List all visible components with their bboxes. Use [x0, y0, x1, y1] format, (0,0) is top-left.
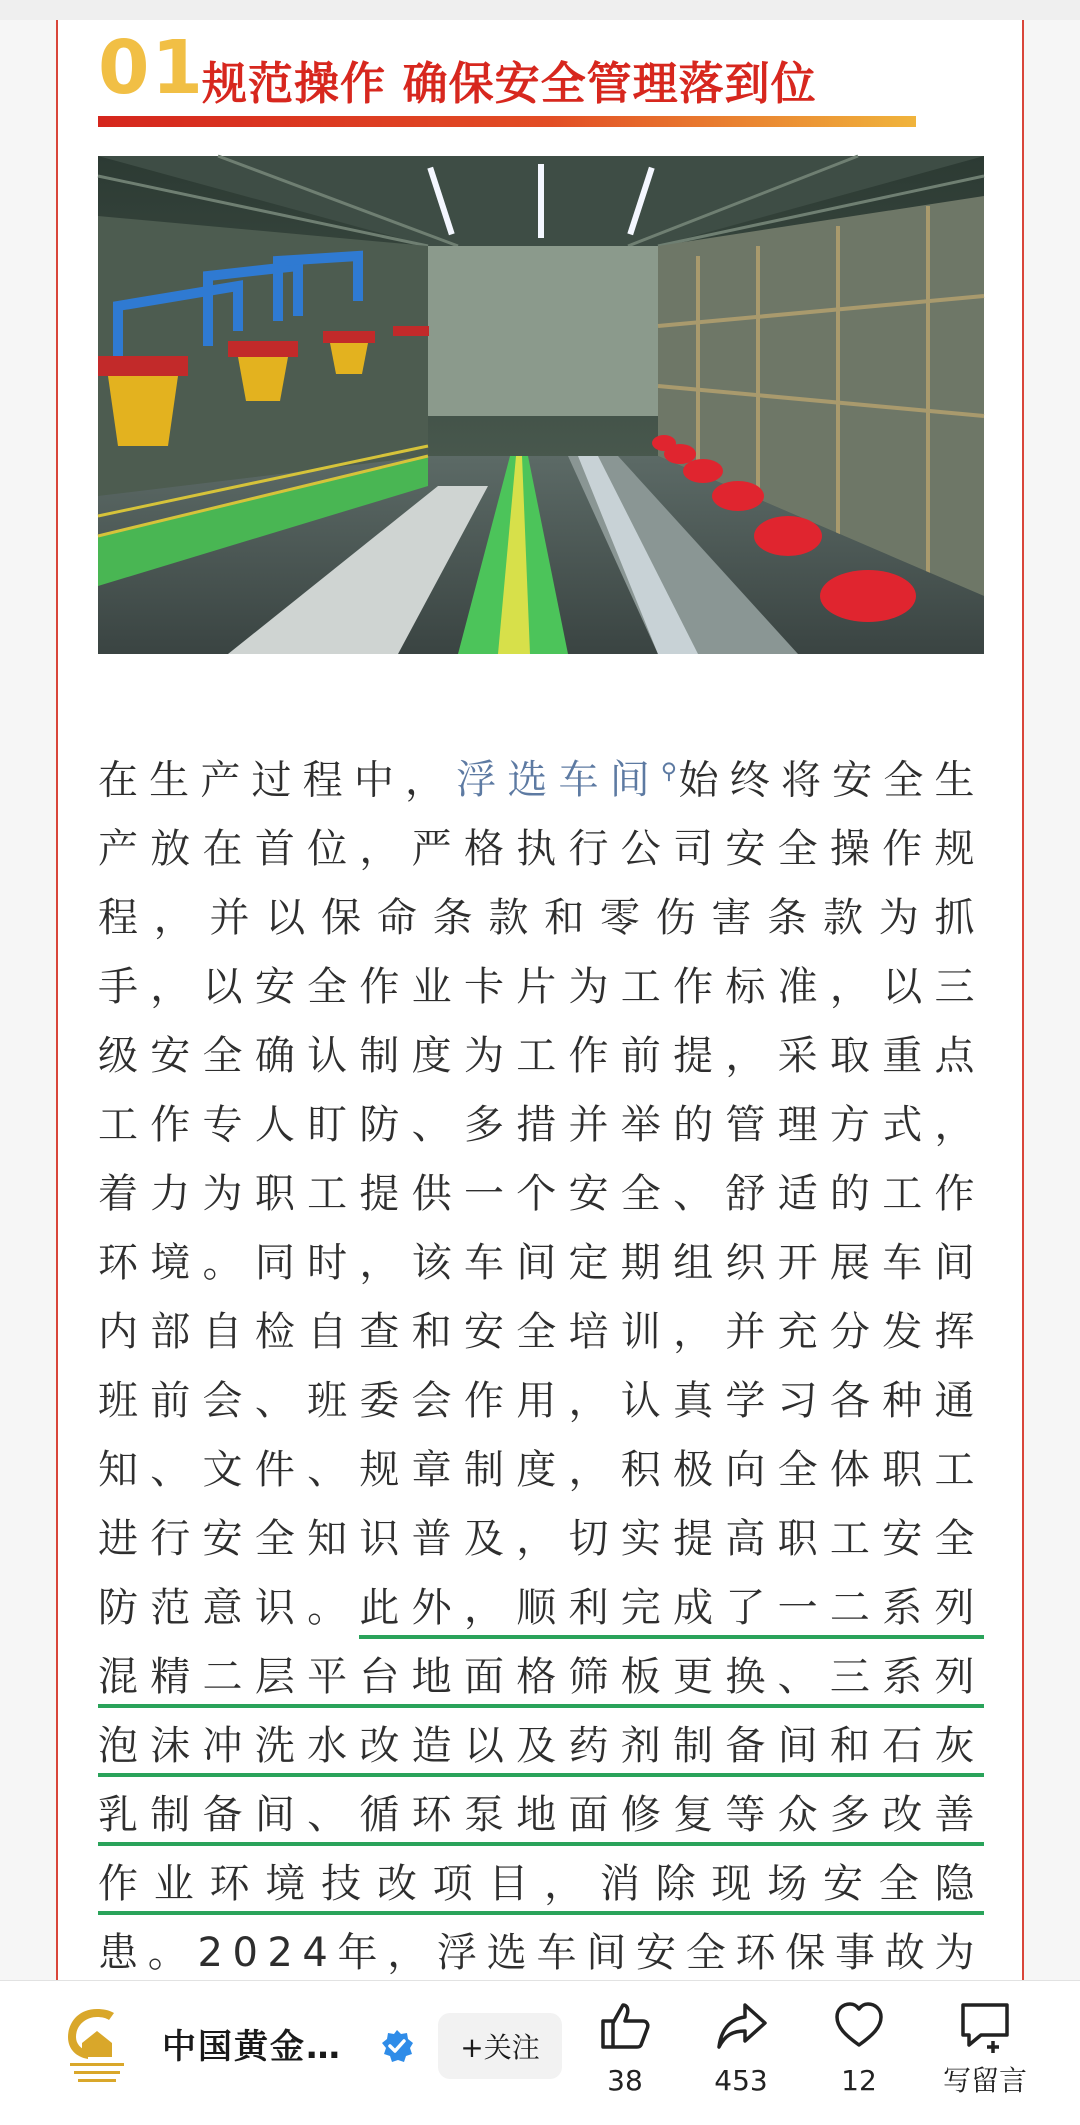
heart-icon[interactable] — [831, 1997, 887, 2053]
like-count: 38 — [607, 2064, 643, 2097]
share-button[interactable] — [686, 1997, 796, 2117]
article-page — [56, 20, 1024, 1980]
link-text[interactable]: 浮选车间 — [456, 757, 661, 804]
write-comment-button[interactable] — [920, 1997, 1050, 2117]
favorite-button[interactable] — [804, 1997, 914, 2117]
bottom-action-bar — [0, 1980, 1080, 2125]
top-strip — [0, 0, 1080, 20]
flotation-workshop-link[interactable] — [456, 757, 677, 803]
underlined-highlight: 此外，顺利完成了一二系列混精二层平台地面格筛板更换、三系列泡沫冲洗水改造以及药剂制备间和石灰乳制备间、循环泵地面修复等众多改善作业环境技改项目，消除现场安全隐患。 — [98, 1585, 984, 1984]
title-underline-bar — [98, 116, 916, 127]
section-title: 规范操作 确保安全管理落到位 — [202, 57, 817, 110]
search-icon[interactable]: ⚲ — [660, 760, 677, 785]
section-number: 01 — [98, 25, 205, 111]
like-button[interactable] — [570, 1997, 680, 2117]
article-text-3: 2024年，浮选车间安全环保事故为 — [197, 1930, 985, 1977]
article-text-1: 在生产过程中， — [98, 757, 457, 804]
flotation-workshop-photo[interactable] — [98, 156, 984, 654]
share-count: 453 — [714, 2064, 768, 2097]
verified-badge-icon — [380, 2029, 414, 2063]
share-arrow-icon[interactable] — [713, 1997, 769, 2053]
follow-button[interactable]: +关注 — [438, 2013, 562, 2079]
comment-plus-icon[interactable] — [957, 1997, 1013, 2053]
article-text-2: 始终将安全生产放在首位，严格执行公司安全操作规程，并以保命条款和零伤害条款为抓手，以安全作业卡片为工作标准，以三级安全确认制度为工作前提，采取重点工作专人盯防、多措并举的管理方式，着力为职工提供一个安全、舒适的工作环境。同时，该车间定期组织开展车间内部自检自查和安全培训，并充分发挥班前会、班委会作用，认真学习各种通知、文件、规章制度，积极向全体职工进行安全知识普及，切实提高职工安全防范意识。 — [98, 757, 985, 1632]
factory-photo-illustration — [98, 156, 984, 654]
account-name[interactable]: 中国黄金… — [162, 2027, 342, 2067]
thumbs-up-icon[interactable] — [597, 1997, 653, 2053]
favorite-count: 12 — [841, 2064, 877, 2097]
article-body — [98, 738, 984, 2057]
china-gold-logo-icon[interactable] — [62, 2003, 132, 2087]
write-comment-label: 写留言 — [942, 2064, 1027, 2097]
